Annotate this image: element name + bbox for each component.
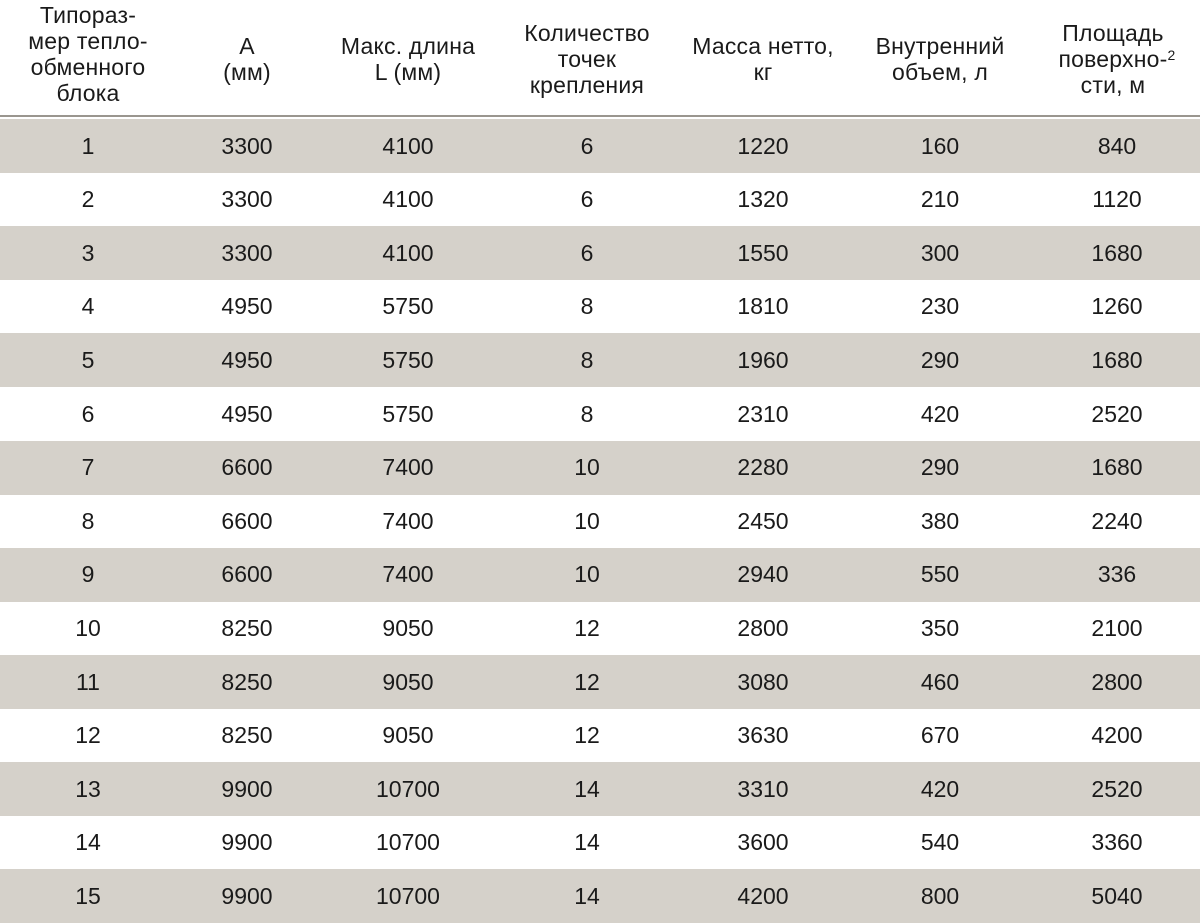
table-cell: 10700	[376, 882, 440, 909]
table-cell: 2240	[1091, 507, 1143, 534]
table-header	[0, 0, 1200, 117]
table-cell: 2100	[1091, 614, 1143, 641]
header-internal-volume: Внутренний объем, л	[875, 32, 1005, 85]
header-surface-area	[1034, 0, 1200, 117]
table-cell: 3300	[221, 239, 273, 266]
table-cell: 800	[920, 882, 960, 909]
table-cell: 6600	[221, 561, 273, 588]
table-cell: 9050	[382, 614, 434, 641]
table-cell: 8	[580, 400, 594, 427]
table-cell: 8	[580, 346, 594, 373]
table-cell: 6	[580, 132, 594, 159]
table-cell: 14	[574, 775, 600, 802]
table-cell: 2800	[1091, 668, 1143, 695]
table-cell: 540	[920, 829, 960, 856]
table-cell: 3300	[221, 186, 273, 213]
table-cell: 15	[75, 882, 101, 909]
header-net-mass: Масса нетто, кг	[692, 32, 834, 85]
table-cell: 9050	[382, 668, 434, 695]
table-cell: 11	[76, 668, 100, 695]
header-surface-area-text: Площадь поверхно- сти, м	[1058, 19, 1168, 98]
table-cell: 1680	[1091, 346, 1143, 373]
table-cell: 5750	[382, 400, 434, 427]
table-cell: 350	[920, 614, 960, 641]
table-cell: 550	[920, 561, 960, 588]
table-cell: 1810	[737, 293, 789, 320]
table-cell: 4950	[221, 400, 273, 427]
table-cell: 12	[574, 722, 600, 749]
header-surface-area-sup: 2	[1167, 46, 1176, 63]
table-cell: 6	[580, 186, 594, 213]
table-cell: 7400	[382, 561, 434, 588]
table-cell: 1960	[737, 346, 789, 373]
table-cell: 9900	[221, 882, 273, 909]
table-cell: 10	[75, 614, 101, 641]
table-row	[0, 173, 1200, 227]
table-cell: 5750	[382, 293, 434, 320]
table-cell: 10700	[376, 829, 440, 856]
table-row	[0, 441, 1200, 495]
table-cell: 4100	[382, 186, 434, 213]
table-row	[0, 333, 1200, 387]
table-cell: 336	[1097, 561, 1137, 588]
table-cell: 10700	[376, 775, 440, 802]
table-cell: 10	[574, 507, 600, 534]
table-cell: 1220	[737, 132, 789, 159]
table-cell: 4200	[737, 882, 789, 909]
table-cell: 2450	[737, 507, 789, 534]
table-cell: 300	[920, 239, 960, 266]
table-cell: 3	[81, 239, 95, 266]
table-cell: 1120	[1092, 186, 1142, 213]
table-cell: 8	[580, 293, 594, 320]
table-cell: 7400	[382, 507, 434, 534]
table-row	[0, 119, 1200, 173]
table-cell: 3630	[737, 722, 789, 749]
table-row	[0, 762, 1200, 816]
table-row	[0, 226, 1200, 280]
table-cell: 10	[574, 561, 600, 588]
table-cell: 7400	[382, 454, 434, 481]
table-cell: 1	[81, 132, 95, 159]
table-cell: 5750	[382, 346, 434, 373]
table-row	[0, 601, 1200, 655]
table-cell: 14	[75, 829, 101, 856]
table-row	[0, 387, 1200, 441]
table-cell: 2310	[737, 400, 789, 427]
table-cell: 1550	[737, 239, 789, 266]
table-cell: 160	[920, 132, 960, 159]
table-cell: 1680	[1091, 239, 1143, 266]
table-row	[0, 494, 1200, 548]
table-cell: 13	[75, 775, 101, 802]
header-max-length: Макс. длина L (мм)	[340, 32, 476, 85]
table-cell: 12	[75, 722, 101, 749]
table-cell: 290	[920, 346, 960, 373]
table-cell: 6600	[221, 454, 273, 481]
table-cell: 5040	[1091, 882, 1143, 909]
table-cell: 460	[920, 668, 960, 695]
table-cell: 1260	[1091, 293, 1143, 320]
table-cell: 14	[574, 882, 600, 909]
table-cell: 14	[574, 829, 600, 856]
table-cell: 9	[81, 561, 95, 588]
table-cell: 670	[920, 722, 960, 749]
table-cell: 6	[580, 239, 594, 266]
table-cell: 4100	[382, 132, 434, 159]
table-cell: 420	[920, 400, 960, 427]
table-row	[0, 548, 1200, 602]
table-cell: 9900	[221, 829, 273, 856]
table-row	[0, 709, 1200, 763]
header-a-mm: А (мм)	[223, 32, 271, 85]
table-cell: 6	[81, 400, 95, 427]
table-cell: 290	[920, 454, 960, 481]
table-cell: 4200	[1091, 722, 1143, 749]
table-cell: 3300	[221, 132, 273, 159]
header-size: Типораз- мер тепло- обменного блока	[28, 1, 148, 106]
table-cell: 2280	[737, 454, 789, 481]
table-cell: 12	[574, 668, 600, 695]
table-cell: 2520	[1091, 775, 1143, 802]
table-cell: 420	[920, 775, 960, 802]
table-cell: 8250	[221, 614, 273, 641]
table-cell: 230	[920, 293, 960, 320]
table-cell: 2520	[1091, 400, 1143, 427]
table-cell: 210	[920, 186, 960, 213]
table-cell: 4	[81, 293, 95, 320]
table-row	[0, 816, 1200, 870]
table-cell: 1320	[737, 186, 789, 213]
table-row	[0, 869, 1200, 923]
table-cell: 3600	[737, 829, 789, 856]
table-cell: 4950	[221, 293, 273, 320]
table-cell: 840	[1097, 132, 1137, 159]
table-row	[0, 655, 1200, 709]
table-cell: 3360	[1091, 829, 1143, 856]
table-cell: 2940	[737, 561, 789, 588]
table-cell: 1680	[1091, 454, 1143, 481]
table-cell: 8250	[221, 668, 273, 695]
table-cell: 8250	[221, 722, 273, 749]
table-cell: 10	[574, 454, 600, 481]
table-cell: 3310	[737, 775, 789, 802]
table-cell: 5	[81, 346, 95, 373]
table-cell: 2	[81, 186, 95, 213]
table-cell: 4950	[221, 346, 273, 373]
table-cell: 380	[920, 507, 960, 534]
header-mount-points: Количество точек крепления	[524, 19, 650, 98]
table-cell: 4100	[382, 239, 434, 266]
table-cell: 9050	[382, 722, 434, 749]
table-row	[0, 280, 1200, 334]
table-cell: 9900	[221, 775, 273, 802]
table-cell: 8	[81, 507, 95, 534]
table-cell: 3080	[737, 668, 789, 695]
table-cell: 2800	[737, 614, 789, 641]
table-cell: 6600	[221, 507, 273, 534]
table-cell: 7	[81, 454, 95, 481]
table-cell: 12	[574, 614, 600, 641]
